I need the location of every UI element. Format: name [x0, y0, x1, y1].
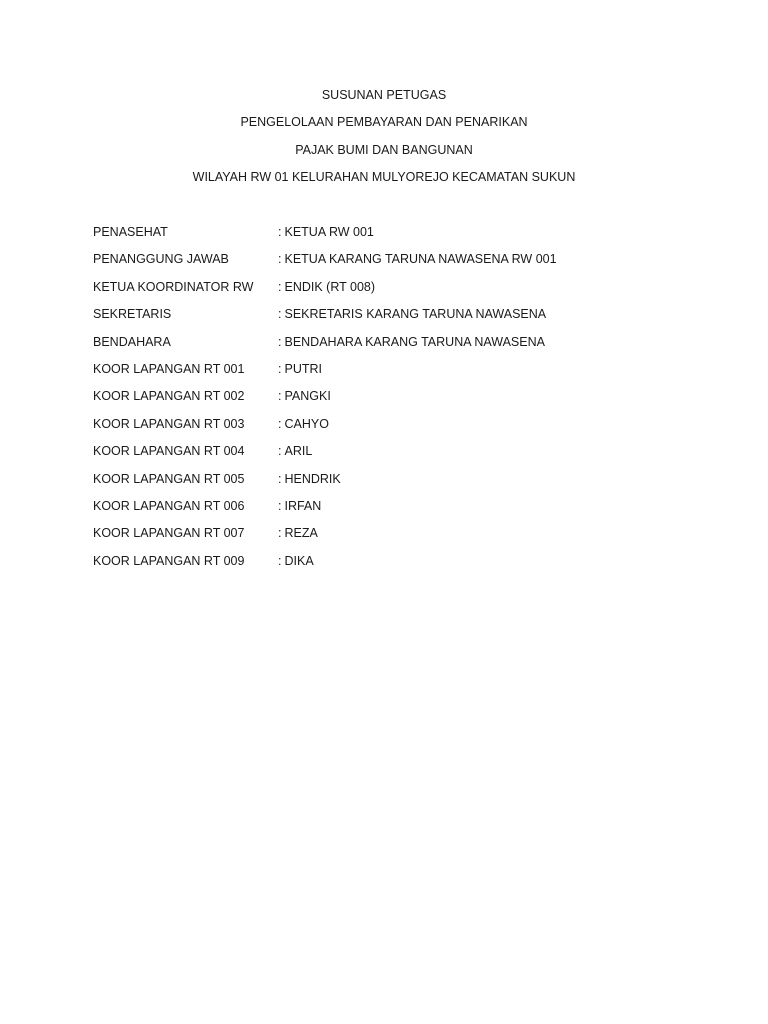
colon-separator: :	[278, 416, 282, 431]
role-label: KOOR LAPANGAN RT 002	[93, 389, 245, 404]
assignee-name: REZA	[284, 526, 318, 541]
roster-row-field-coordinator-rt002	[93, 388, 713, 415]
roster-row-field-coordinator-rt009	[93, 553, 713, 580]
assignee-name: IRFAN	[284, 498, 322, 513]
heading-subtitle-management: PENGELOLAAN PEMBAYARAN DAN PENARIKAN	[240, 115, 528, 130]
roster-row-advisor	[93, 224, 713, 251]
colon-separator: :	[278, 307, 282, 322]
assignee-name: SEKRETARIS KARANG TARUNA NAWASENA	[284, 307, 547, 322]
roster-row-rw-coordinator	[93, 279, 713, 306]
roster-row-field-coordinator-rt004	[93, 443, 713, 470]
colon-separator: :	[278, 252, 282, 267]
colon-separator: :	[278, 334, 282, 349]
colon-separator: :	[278, 526, 282, 541]
assignee-name: KETUA RW 001	[284, 225, 374, 239]
role-label: KOOR LAPANGAN RT 009	[93, 553, 245, 568]
colon-separator: :	[278, 498, 282, 513]
role-label: KOOR LAPANGAN RT 004	[93, 444, 245, 459]
roster-row-field-coordinator-rt006	[93, 498, 713, 525]
heading-subtitle-region: WILAYAH RW 01 KELURAHAN MULYOREJO KECAMATAN SUKUN	[192, 169, 576, 184]
roster-row-field-coordinator-rt005	[93, 471, 713, 498]
colon-separator: :	[278, 444, 282, 459]
role-label: KOOR LAPANGAN RT 003	[93, 416, 245, 431]
assignee-name: ARIL	[284, 444, 313, 459]
assignee-name: KETUA KARANG TARUNA NAWASENA RW 001	[284, 252, 557, 267]
colon-separator: :	[278, 225, 282, 239]
colon-separator: :	[278, 553, 282, 568]
role-label: KOOR LAPANGAN RT 006	[93, 498, 245, 513]
assignee-name: CAHYO	[284, 416, 329, 431]
assignee-name: ENDIK (RT 008)	[284, 279, 376, 294]
colon-separator: :	[278, 361, 282, 376]
role-label: BENDAHARA	[93, 334, 171, 349]
colon-separator: :	[278, 279, 282, 294]
role-label: KOOR LAPANGAN RT 007	[93, 526, 245, 541]
roster-row-field-coordinator-rt003	[93, 416, 713, 443]
assignee-name: HENDRIK	[284, 471, 341, 486]
roster-row-field-coordinator-rt007	[93, 525, 713, 552]
officer-roster	[93, 224, 713, 580]
colon-separator: :	[278, 389, 282, 404]
colon-separator: :	[278, 471, 282, 486]
roster-row-field-coordinator-rt001	[93, 361, 713, 388]
heading-title: SUSUNAN PETUGAS	[321, 88, 447, 102]
roster-row-secretary	[93, 306, 713, 333]
roster-row-treasurer	[93, 334, 713, 361]
role-label: KETUA KOORDINATOR RW	[93, 279, 254, 294]
assignee-name: PANGKI	[284, 389, 331, 404]
roster-row-person-in-charge	[93, 251, 713, 278]
role-label: KOOR LAPANGAN RT 001	[93, 361, 245, 376]
document-heading	[0, 87, 768, 196]
assignee-name: PUTRI	[284, 361, 322, 376]
assignee-name: BENDAHARA KARANG TARUNA NAWASENA	[284, 334, 545, 349]
role-label: PENASEHAT	[93, 225, 168, 239]
assignee-name: DIKA	[284, 553, 314, 568]
role-label: KOOR LAPANGAN RT 005	[93, 471, 245, 486]
role-label: PENANGGUNG JAWAB	[93, 252, 229, 267]
heading-subtitle-tax: PAJAK BUMI DAN BANGUNAN	[295, 142, 473, 157]
role-label: SEKRETARIS	[93, 307, 172, 322]
